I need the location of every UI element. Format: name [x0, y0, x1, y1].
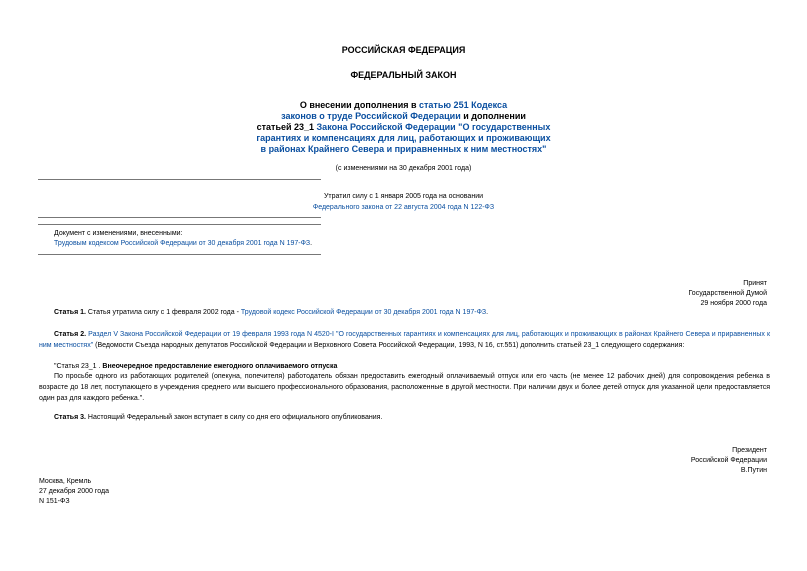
title-line-1 [0, 100, 807, 111]
article-3-text: Настоящий Федеральный закон вступает в силу со дня его официального опубликования. [85, 414, 383, 421]
divider [38, 179, 321, 180]
title-line-4 [0, 133, 807, 144]
north-law-link[interactable]: Закона Российской Федерации "О государственных [316, 122, 551, 132]
law-number: N 151-ФЗ [39, 498, 70, 505]
divider [38, 217, 321, 218]
signature-title: Президент [732, 447, 767, 454]
expiry-law-link[interactable]: Федерального закона от 22 августа 2004 года N 122-ФЗ [312, 204, 495, 211]
adopted-label: Принят [743, 280, 767, 287]
period: . [486, 309, 489, 316]
adopted-date: 29 ноября 2000 года [700, 300, 767, 307]
law-type-heading: ФЕДЕРАЛЬНЫЙ ЗАКОН [350, 70, 457, 80]
article-3-lead: Статья 3. [54, 414, 86, 421]
quoted-article-body: По просьбе одного из работающих родителей (опекуна, попечителя) работодатель обязан предоставить ежегодный оплачиваемый отпуск или его часть (не менее 12 рабочих дней) для сопровождения ребенка в возрасте до 18 лет, поступающего в учреждения среднего или высшего профессионального образования, расположенные в другой местности. При наличии двух и более детей отпуск для указанной цели предоставляется один раз для каждого ребенка.". [39, 373, 770, 402]
labor-code-2001-link[interactable]: Трудовым кодексом Российской Федерации от 30 декабря 2001 года N 197-ФЗ [54, 240, 311, 247]
article-3 [54, 412, 769, 423]
divider [38, 254, 321, 255]
place: Москва, Кремль [39, 478, 92, 485]
article-1-link[interactable]: Трудовой кодекс Российской Федерации от 30 декабря 2001 года N 197-ФЗ [240, 309, 487, 316]
signature-name: В.Путин [740, 467, 767, 474]
amendments-note: (с изменениями на 30 декабря 2001 года) [335, 165, 472, 172]
title-text: статьей 23_1 [256, 122, 317, 132]
title-text: О внесении дополнения в [299, 100, 420, 110]
divider [38, 224, 321, 225]
title-line-2 [0, 111, 807, 122]
country-heading: РОССИЙСКАЯ ФЕДЕРАЦИЯ [341, 45, 466, 55]
title-line-5 [0, 144, 807, 155]
article-2 [39, 329, 770, 351]
article-2-text: (Ведомости Съезда народных депутатов Российской Федерации и Верховного Совета Российской Федерации, 1993, N 16, ст.551) дополнить статьей 23_1 следующего содержания: [93, 342, 685, 349]
signature-org: Российской Федерации [690, 457, 767, 464]
quoted-article-number: "Статья 23_1 . [54, 363, 103, 370]
title-line-3 [0, 122, 807, 133]
period: . [310, 240, 313, 247]
changes-label: Документ с изменениями, внесенными: [54, 230, 183, 237]
sign-date: 27 декабря 2000 года [39, 488, 110, 495]
quoted-article-heading: Внеочередное предоставление ежегодного оплачиваемого отпуска [102, 363, 338, 370]
changes-link-line [54, 238, 312, 249]
north-law-link-cont[interactable]: в районах Крайнего Севера и приравненных к ним местностях" [260, 144, 547, 154]
article-1-lead: Статья 1. [54, 309, 86, 316]
expiry-link-line [0, 202, 807, 213]
labor-code-link[interactable]: законов о труде Российской Федерации [281, 111, 461, 121]
title-text: и дополнении [460, 111, 526, 121]
adopted-body: Государственной Думой [688, 290, 767, 297]
expiry-text: Утратил силу с 1 января 2005 года на основании [323, 193, 484, 200]
article-1-text: Статья утратила силу с 1 февраля 2002 года - [85, 309, 241, 316]
article-2-link[interactable]: Раздел V Закона Российской Федерации от 19 февраля 1993 года N 4520-I "О государственных гарантиях и компенсациях для лиц, работающих и проживающих в районах Крайнего Севера и приравненных к ним местностях" [39, 331, 771, 349]
north-law-link-cont[interactable]: гарантиях и компенсациях для лиц, работающих и проживающих [256, 133, 551, 143]
codex-article-link[interactable]: статью 251 Кодекса [419, 100, 508, 110]
article-2-lead: Статья 2. [54, 331, 87, 338]
article-1 [54, 307, 769, 318]
